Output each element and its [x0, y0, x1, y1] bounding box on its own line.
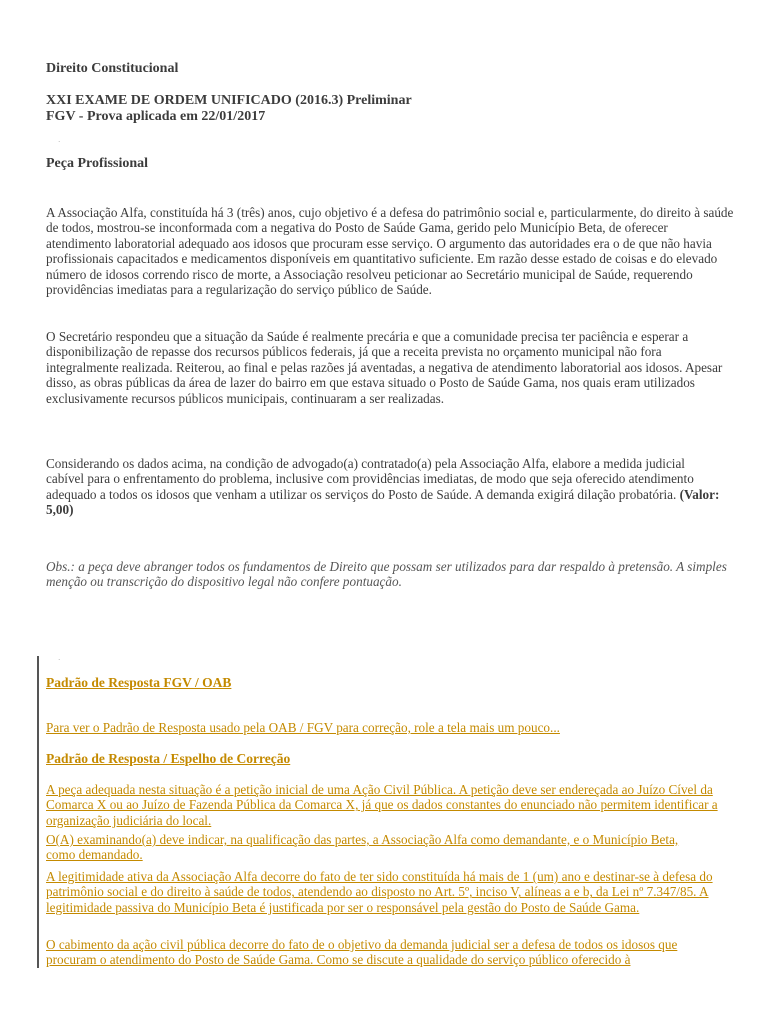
section-heading: Peça Profissional — [46, 156, 149, 171]
exam-title-line1: XXI EXAME DE ORDEM UNIFICADO (2016.3) Preliminar — [46, 93, 412, 108]
subject-heading: Direito Constitucional — [46, 61, 179, 76]
statement-paragraph-1: A Associação Alfa, constituída há 3 (três) anos, cujo objetivo é a defesa do patrimônio social e, particularmente, do direito à saúde de todos, mostrou-se inconformada com a negativa do Posto de Saúde Gama, gerido pelo Município Beta, de oferecer atendimento laboratorial adequado aos idosos que procuram esse serviço. O argumento das autoridades era o de que não havia profissionais capacitados e medicamentos disponíveis em quantitativo suficiente. Em razão desse estado de coisas e do elevado número de idosos correndo risco de morte, a Associação resolveu peticionar ao Secretário municipal de Saúde, requerendo providências imediatas para a regularização do serviço público de Saúde. — [46, 205, 734, 298]
answer-section-border — [37, 656, 39, 968]
statement-paragraph-2: O Secretário respondeu que a situação da Saúde é realmente precária e que a comunidade precisa ter paciência e esperar a disponibilização de repasse dos recursos públicos federais, já que a receita prevista no orçamento municipal não fora integralmente realizada. Reiterou, ao final e pelas razões já aventadas, a negativa de atendimento laboratorial aos idosos. Apesar disso, as obras públicas da área de lazer do bairro em que estava situado o Posto de Saúde Gama, nos quais eram utilizados exclusivamente recursos públicos municipais, continuaram a ser realizadas. — [46, 329, 723, 406]
answer-item-2[interactable]: O(A) examinando(a) deve indicar, na qualificação das partes, a Associação Alfa como demandante, e o Município Beta, como demandado. — [46, 832, 679, 863]
answer-item-3[interactable]: A legitimidade ativa da Associação Alfa decorre do fato de ter sido constituída há mais de 1 (um) ano e destinar-se à defesa do patrimônio social e do direito à saúde de todos, atendendo ao disposto no Art. 5º, inciso V, alíneas a e b, da Lei nº 7.347/85. A legitimidade passiva do Município Beta é justificada por ser o responsável pela gestão do Posto de Saúde Gama. — [46, 869, 713, 915]
separator-dot: · — [58, 138, 61, 146]
exam-title-line2: FGV - Prova aplicada em 22/01/2017 — [46, 109, 266, 124]
scroll-hint-link[interactable]: Para ver o Padrão de Resposta usado pela OAB / FGV para correção, role a tela mais um pouco... — [46, 720, 560, 735]
answer-title-mirror[interactable]: Padrão de Resposta / Espelho de Correção — [46, 751, 291, 766]
answer-title-fgv[interactable]: Padrão de Resposta FGV / OAB — [46, 675, 232, 690]
statement-paragraph-3 — [46, 456, 726, 518]
exam-title — [46, 93, 736, 125]
answer-item-1[interactable]: A peça adequada nesta situação é a petição inicial de uma Ação Civil Pública. A petição deve ser endereçada ao Juízo Cível da Comarca X ou ao Juízo de Fazenda Pública da Comarca X, já que os dados constantes do enunciado não permitem identificar a organização judiciária do local. — [46, 782, 718, 828]
answer-dot: · — [58, 656, 61, 664]
observation-note: Obs.: a peça deve abranger todos os fundamentos de Direito que possam ser utilizados para dar respaldo à pretensão. A simples menção ou transcrição do dispositivo legal não confere pontuação. — [46, 559, 727, 590]
value-label: (Valor: 5,00) — [46, 486, 720, 518]
statement-paragraph-3-text: Considerando os dados acima, na condição de advogado(a) contratado(a) pela Associação Alfa, elabore a medida judicial cabível para o enfrentamento do problema, inclusive com providências imediatas, de modo que seja oferecido atendimento adequado a todos os idosos que venham a utilizar os serviços do Posto de Saúde. A demanda exigirá dilação probatória. — [46, 456, 694, 502]
answer-item-4[interactable]: O cabimento da ação civil pública decorre do fato de o objetivo da demanda judicial ser a defesa de todos os idosos que procuram o atendimento do Posto de Saúde Gama. Como se discute a qualidade do serviço público oferecido à — [46, 937, 678, 968]
